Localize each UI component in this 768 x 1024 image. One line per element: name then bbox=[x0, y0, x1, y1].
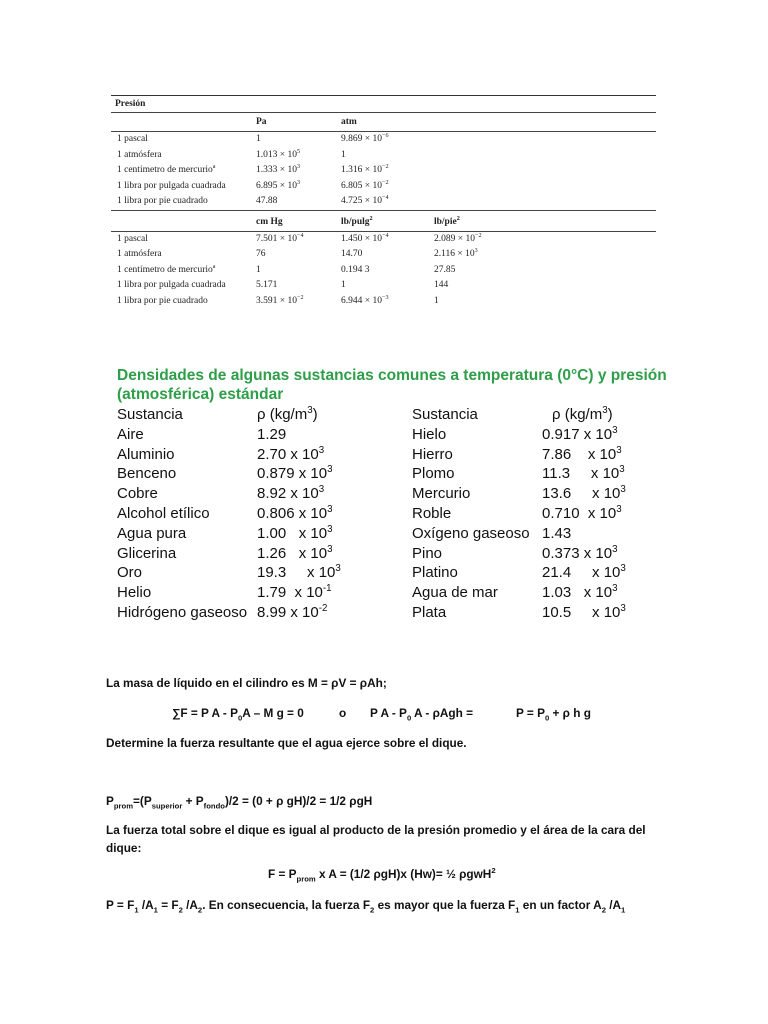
densities-header-row bbox=[412, 405, 672, 425]
substance-density: 1.26 x $10^3$ bbox=[257, 543, 333, 562]
table-cell: 76 bbox=[256, 249, 266, 259]
density-row bbox=[412, 583, 672, 603]
density-row bbox=[117, 445, 377, 465]
density-row bbox=[117, 464, 377, 484]
table-cell: 1 bbox=[256, 264, 261, 275]
table-cell: $4.725 \times 10^{-4}$ bbox=[341, 194, 389, 206]
pressure-conversion-table bbox=[111, 95, 656, 309]
table-header-row bbox=[111, 113, 656, 131]
table-block-cmhg-lb bbox=[111, 213, 656, 310]
densities-header-row bbox=[117, 405, 377, 425]
average-pressure-equation: $P_{prom}=(P_{superior} + P_{fondo})/2 = (0 + \rho$ gH)/2 = 1/2 ρgH bbox=[106, 794, 373, 811]
substance-density: 1.43 bbox=[542, 524, 572, 542]
densities-right-column bbox=[412, 405, 672, 623]
header-density: ρ $(kg/m^3)$ bbox=[552, 405, 613, 423]
substance-density: 7.86 x $10^3$ bbox=[542, 444, 622, 463]
density-row bbox=[412, 563, 672, 583]
table-cell: 47.88 bbox=[256, 196, 278, 206]
table-cell: $6.944 \times 10^{-3}$ bbox=[341, 294, 389, 306]
header-substance: Sustancia bbox=[412, 406, 478, 423]
table-title: Presión bbox=[115, 99, 146, 109]
density-row bbox=[412, 603, 672, 623]
substance-density: 0.917 x $10^3$ bbox=[542, 424, 618, 443]
substance-name: Hidrógeno gaseoso bbox=[117, 603, 248, 621]
table-cell: 144 bbox=[434, 280, 449, 290]
substance-name: Agua de mar bbox=[412, 584, 498, 602]
table-row bbox=[111, 247, 656, 263]
substance-density: 0.806 x $10^3$ bbox=[257, 503, 333, 522]
hydraulic-press-line: $P = F_1$ $/A_1 = F_2$ $/A_2$. En consecuencia, la fuerza $F_2$ es mayor que la fuerza $F_1$ en un factor $A_2$ $/A_1$ bbox=[106, 898, 626, 915]
substance-density: 0.710 x $10^3$ bbox=[542, 503, 622, 522]
substance-density: 10.5 x $10^3$ bbox=[542, 602, 626, 621]
table-block-pa-atm bbox=[111, 113, 656, 211]
table-cell: $6.895 \times 10^3$ bbox=[256, 179, 301, 191]
table-cell: 27.85 bbox=[434, 264, 456, 275]
table-row bbox=[111, 179, 656, 195]
substance-name: Cobre bbox=[117, 485, 158, 503]
substance-name: Mercurio bbox=[412, 485, 471, 503]
substance-density: 11.3 x $10^3$ bbox=[542, 464, 625, 483]
total-force-line-2: dique: bbox=[106, 841, 142, 855]
table-row bbox=[111, 278, 656, 294]
table-cell: 1 bbox=[341, 280, 346, 290]
table-header-cell: atm bbox=[341, 117, 357, 127]
substance-name: Helio bbox=[117, 584, 152, 602]
density-row bbox=[412, 484, 672, 504]
substance-density: 1.03 x $10^3$ bbox=[542, 583, 618, 602]
substance-name: Alcohol etílico bbox=[117, 504, 210, 522]
table-row bbox=[111, 232, 656, 248]
substance-name: Hierro bbox=[412, 445, 453, 463]
density-row bbox=[412, 544, 672, 564]
force-equation-3: $P = P_0 + \rho$ h g bbox=[516, 706, 591, 723]
substance-density: 0.373 x $10^3$ bbox=[542, 543, 618, 562]
density-row bbox=[117, 524, 377, 544]
table-cell: $7.501 \times 10^{-4}$ bbox=[256, 232, 304, 244]
table-cell: 14.70 bbox=[341, 249, 363, 259]
table-header-row bbox=[111, 213, 656, 231]
density-row bbox=[117, 583, 377, 603]
table-cell: 1 libra por pie cuadrado bbox=[117, 196, 208, 206]
substance-name: Plata bbox=[412, 603, 447, 621]
substance-name: Platino bbox=[412, 564, 458, 582]
table-cell: 1 atmósfera bbox=[117, 249, 162, 259]
force-equation-1: ∑F = P A - $P_0A$ – M g = 0 bbox=[172, 706, 304, 723]
table-row bbox=[111, 163, 656, 179]
substance-density: 13.6 x $10^3$ bbox=[542, 484, 626, 503]
table-cell: 1 atmósfera bbox=[117, 149, 162, 160]
density-row bbox=[412, 524, 672, 544]
densities-left-column bbox=[117, 405, 377, 623]
table-row bbox=[111, 263, 656, 279]
table-cell: $2.089 \times 10^{-2}$ bbox=[434, 232, 482, 244]
substance-name: Oro bbox=[117, 564, 143, 582]
table-cell: 1 pascal bbox=[117, 233, 148, 244]
header-density: ρ $(kg/m^3)$ bbox=[257, 405, 318, 423]
table-cell: $1.450 \times 10^{-4}$ bbox=[341, 232, 389, 244]
substance-density: 19.3 x $10^3$ bbox=[257, 563, 341, 582]
table-header-cell: lb/pulg$^2$ bbox=[341, 215, 373, 227]
density-row bbox=[117, 484, 377, 504]
table-row bbox=[111, 194, 656, 210]
table-row bbox=[111, 148, 656, 164]
substance-name: Roble bbox=[412, 504, 452, 522]
substance-name: Aluminio bbox=[117, 445, 175, 463]
force-equation-or: o bbox=[339, 706, 347, 720]
table-cell: $1.316 \times 10^{-2}$ bbox=[341, 163, 389, 175]
substance-name: Pino bbox=[412, 544, 443, 562]
substance-name: Plomo bbox=[412, 465, 455, 483]
table-cell: 1 libra por pie cuadrado bbox=[117, 295, 208, 306]
table-cell: 0.194 3 bbox=[341, 264, 370, 275]
table-cell: $3.591 \times 10^{-2}$ bbox=[256, 294, 304, 306]
mass-line: La masa de líquido en el cilindro es M = ρV = ρAh; bbox=[106, 676, 387, 690]
substance-name: Aire bbox=[117, 425, 144, 443]
table-cell: 1 centímetro de mercurio$^a$ bbox=[117, 163, 216, 175]
densities-title: Densidades de algunas sustancias comunes a temperatura (0°C) y presión (atmosférica) estándar bbox=[117, 367, 667, 403]
density-row bbox=[117, 563, 377, 583]
table-row bbox=[111, 132, 656, 148]
density-row bbox=[117, 603, 377, 623]
table-cell: 1 bbox=[341, 149, 346, 160]
table-cell: 1 bbox=[256, 134, 261, 144]
table-cell: $9.869 \times 10^{-6}$ bbox=[341, 132, 389, 144]
table-header-cell: Pa bbox=[256, 117, 267, 127]
table-row bbox=[111, 294, 656, 310]
force-equation-2: P A - $P_0$ A - ρAgh = bbox=[370, 706, 474, 723]
substance-name: Agua pura bbox=[117, 524, 187, 542]
table-cell: 5.171 bbox=[256, 280, 278, 290]
substance-density: 2.70 x $10^3$ bbox=[257, 444, 325, 463]
substance-density: 8.99 x $10^{-2}$ bbox=[257, 602, 328, 621]
density-row bbox=[412, 445, 672, 465]
table-header-cell: cm Hg bbox=[256, 216, 283, 227]
table-header-cell: lb/pie$^2$ bbox=[434, 215, 460, 227]
substance-density: 1.00 x $10^3$ bbox=[257, 523, 333, 542]
density-row bbox=[117, 504, 377, 524]
dam-force-equation: $F = P_{prom}$ x A = (1/2 ρgH)x (Hw)= ½ ρgwH$^2$ bbox=[268, 866, 496, 884]
table-cell: 1 bbox=[434, 295, 439, 306]
substance-name: Glicerina bbox=[117, 544, 177, 562]
header-substance: Sustancia bbox=[117, 406, 183, 423]
density-row bbox=[412, 464, 672, 484]
question-line: Determine la fuerza resultante que el agua ejerce sobre el dique. bbox=[106, 736, 467, 750]
table-cell: 1 pascal bbox=[117, 134, 148, 144]
table-cell: $1.333 \times 10^3$ bbox=[256, 163, 301, 175]
table-cell: 1 centímetro de mercurio$^a$ bbox=[117, 263, 216, 275]
substance-density: 1.29 bbox=[257, 425, 287, 443]
substance-density: 8.92 x $10^3$ bbox=[257, 484, 325, 503]
density-row bbox=[412, 504, 672, 524]
density-row bbox=[117, 425, 377, 445]
substance-density: 1.79 x $10^{-1}$ bbox=[257, 583, 332, 602]
substance-name: Oxígeno gaseoso bbox=[412, 524, 530, 542]
table-cell: 1 libra por pulgada cuadrada bbox=[117, 280, 226, 290]
substance-density: 0.879 x $10^3$ bbox=[257, 464, 333, 483]
table-cell: 1 libra por pulgada cuadrada bbox=[117, 180, 226, 191]
density-row bbox=[412, 425, 672, 445]
table-cell: $6.805 \times 10^{-2}$ bbox=[341, 179, 389, 191]
table-cell: $2.116 \times 10^3$ bbox=[434, 247, 478, 259]
substance-density: 21.4 x $10^3$ bbox=[542, 563, 626, 582]
substance-name: Benceno bbox=[117, 465, 177, 483]
substance-name: Hielo bbox=[412, 425, 447, 443]
table-cell: $1.013 \times 10^5$ bbox=[256, 148, 301, 160]
total-force-line-1: La fuerza total sobre el dique es igual al producto de la presión promedio y el área de la cara del bbox=[106, 823, 646, 837]
density-row bbox=[117, 544, 377, 564]
